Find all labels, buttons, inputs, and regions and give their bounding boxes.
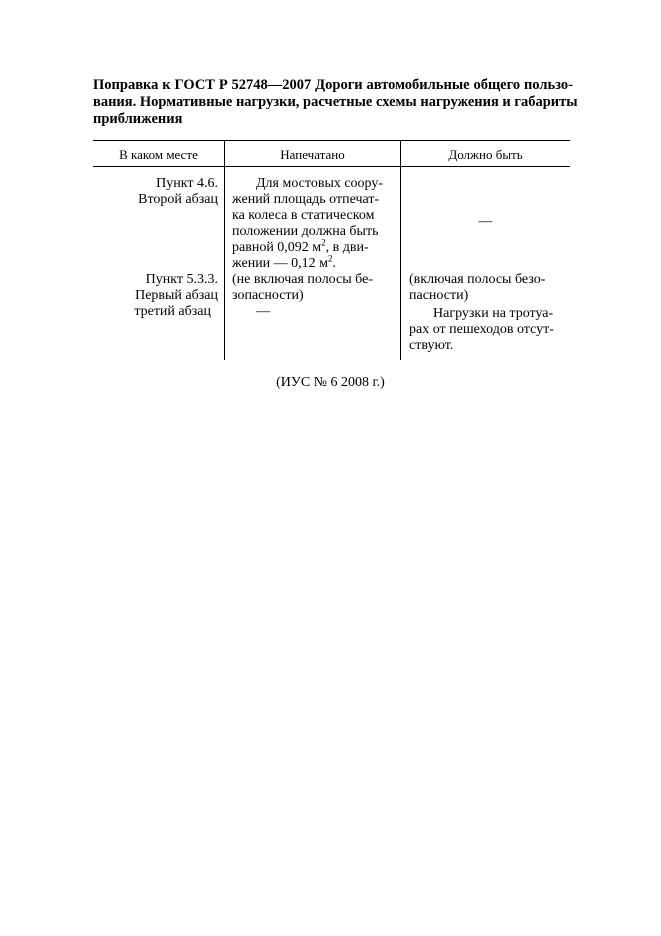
row1-printed-line-3: ка колеса в статическом	[232, 208, 375, 223]
title-line-2: вания. Нормативные нагрузки, расчетные схемы нагружения и габариты	[93, 94, 578, 110]
row2-should-be-line-2: пасности)	[409, 288, 469, 303]
row3-should-be-line-3: ствуют.	[409, 338, 454, 353]
row1-printed-line-6-tail: .	[332, 256, 337, 271]
row1-printed-line-5	[232, 237, 369, 256]
row1-printed-area-static: равной 0,092 м	[232, 240, 322, 255]
row1-printed-area-motion: жении — 0,12 м	[232, 256, 329, 271]
row1-printed-line-5-tail: , в дви-	[325, 240, 369, 255]
table-top-rule	[93, 140, 570, 141]
title-line-3: приближения	[93, 111, 183, 127]
row3-printed-dash: —	[256, 304, 270, 319]
header-should-be: Должно быть	[448, 147, 523, 162]
row2-place-line-2: Первый абзац	[135, 288, 218, 303]
row2-printed-line-1: (не включая полосы бе-	[232, 272, 373, 287]
row3-should-be-line-1: Нагрузки на тротуа-	[433, 306, 554, 321]
header-place: В каком месте	[119, 147, 198, 162]
title-line-1: Поправка к ГОСТ Р 52748—2007 Дороги автомобильные общего пользо-	[93, 77, 573, 93]
table-col-divider-1	[224, 140, 225, 360]
row1-printed-line-6	[232, 253, 337, 272]
document-title	[93, 77, 578, 128]
row1-printed-sup-2: 2	[328, 253, 333, 264]
row1-should-be-dash: —	[478, 214, 493, 229]
row1-printed-line-1: Для мостовых соору-	[256, 176, 384, 191]
row1-printed-line-4: положении должна быть	[232, 224, 379, 239]
source-reference: (ИУС № 6 2008 г.)	[276, 375, 385, 390]
row3-place-line-1: третий абзац	[134, 304, 211, 319]
row1-printed-sup-1: 2	[321, 237, 326, 248]
header-printed: Напечатано	[280, 147, 345, 162]
table-header-rule	[93, 166, 570, 167]
row3-should-be-line-2: рах от пешеходов отсут-	[409, 322, 554, 337]
table-col-divider-2	[400, 140, 401, 360]
row2-should-be-line-1: (включая полосы безо-	[409, 272, 546, 287]
row1-place-line-2: Второй абзац	[138, 192, 218, 207]
row2-printed-line-2: зопасности)	[232, 288, 304, 303]
row1-printed-line-2: жений площадь отпечат-	[232, 192, 380, 207]
row2-place-line-1: Пункт 5.3.3.	[145, 272, 218, 287]
row1-place-line-1: Пункт 4.6.	[156, 176, 218, 191]
